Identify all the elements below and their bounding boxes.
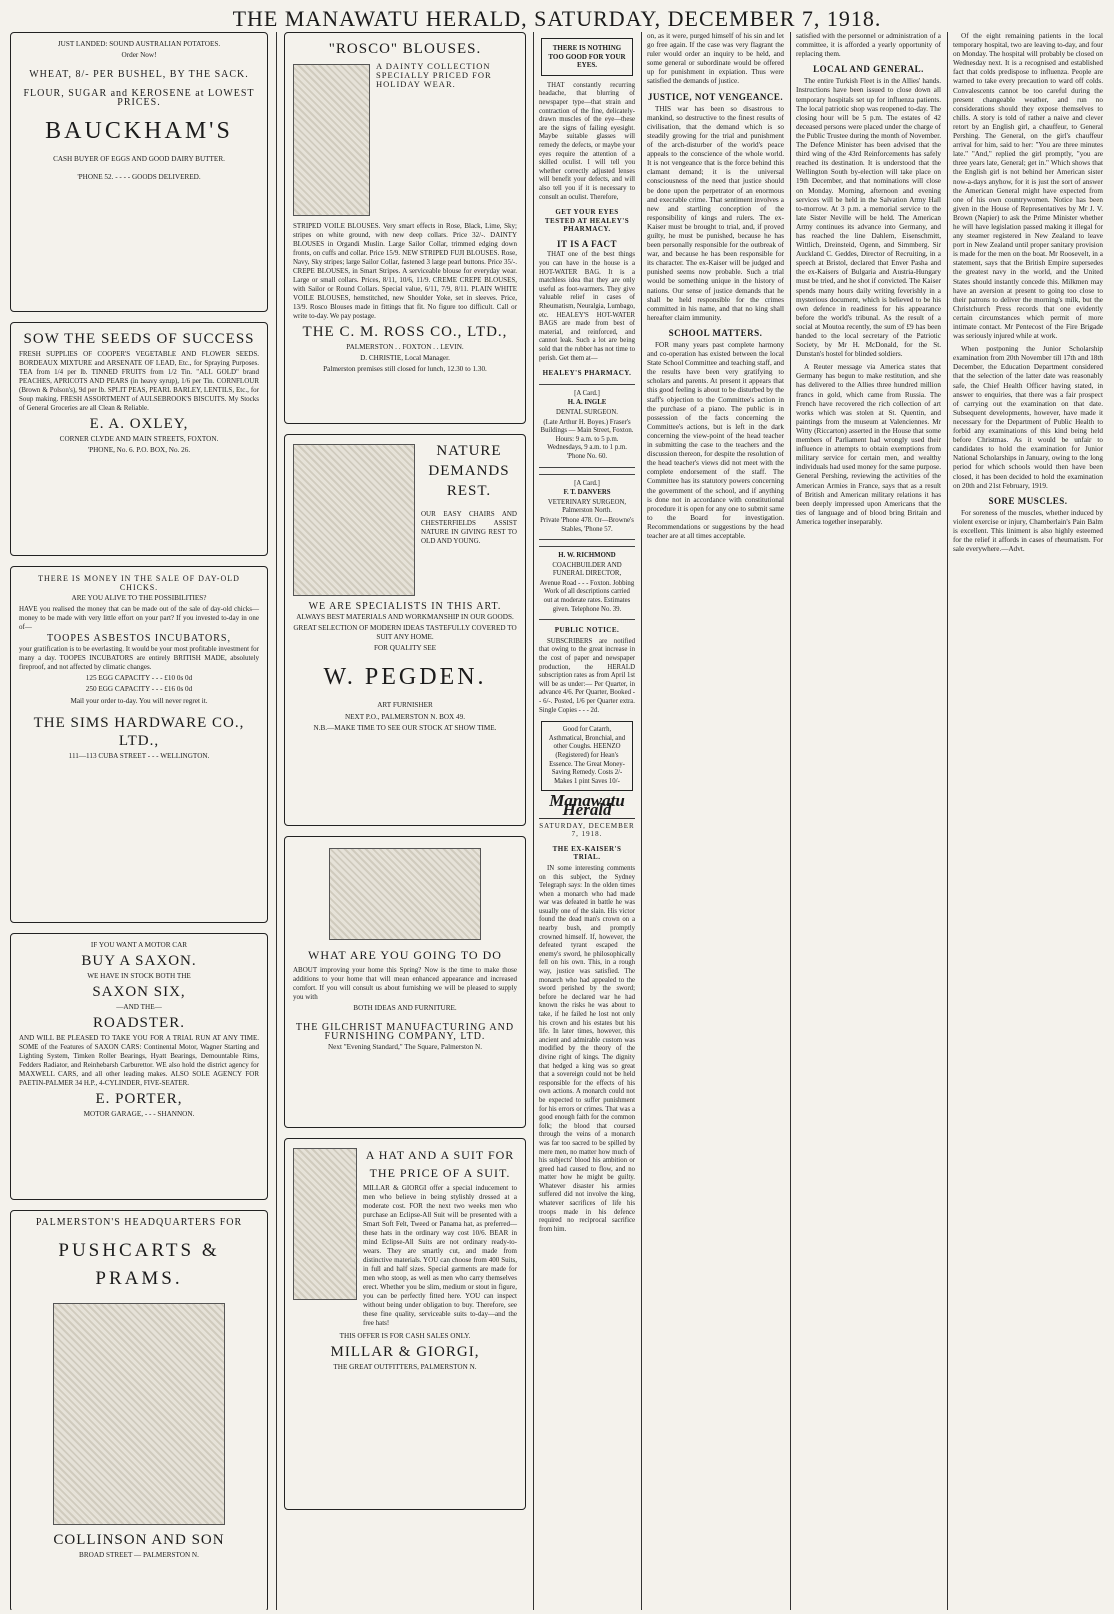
card-body: Private 'Phone 478. Or—Browne's Stables, 'Phone 57. — [540, 516, 634, 533]
advert-line: PALMERSTON . . FOXTON . . LEVIN. — [346, 343, 464, 351]
advert-line: JUST LANDED: SOUND AUSTRALIAN POTATOES. — [57, 40, 221, 48]
column-6 — [953, 32, 1103, 1610]
advert-address: Next "Evening Standard," The Square, Palmerston N. — [327, 1043, 483, 1052]
article-title: SORE MUSCLES. — [988, 495, 1068, 506]
advert-name: E. PORTER, — [95, 1091, 183, 1108]
column-rule — [276, 32, 277, 1610]
advert-line: D. CHRISTIE, Local Manager. — [360, 354, 450, 363]
advert-name: THE GILCHRIST MANUFACTURING AND FURNISHING COMPANY, LTD. — [295, 1022, 515, 1043]
column-4 — [647, 32, 784, 1610]
column-2 — [284, 32, 526, 1610]
advert-title: IT IS A FACT — [557, 238, 617, 249]
advert-line: WHEAT, 8/- PER BUSHEL, BY THE SACK. — [29, 69, 249, 81]
advert-rosco-blouses — [284, 32, 526, 424]
advert-title: NATURE — [436, 443, 502, 459]
column-rule — [641, 32, 642, 1610]
advert-address: CORNER CLYDE AND MAIN STREETS, FOXTON. — [59, 435, 219, 443]
advert-title: THERE IS MONEY IN THE SALE OF DAY-OLD CHICKS. — [38, 574, 240, 593]
advert-porter — [10, 933, 268, 1200]
advert-body: Good for Catarrh, Asthmatical, Bronchial, and other Coughs. HEENZO (Registered) for Hean's Essence. The Great Money-Saving Remedy. Costs 2/- Makes 1 pint Saves 10/- — [548, 726, 626, 785]
card-title: DENTAL SURGEON. — [556, 408, 618, 416]
advert-title: THERE IS NOTHING TOO GOOD FOR YOUR EYES. — [548, 44, 626, 70]
advert-millar-giorgi — [284, 1138, 526, 1510]
advert-subtitle: ARE YOU ALIVE TO THE POSSIBILITIES? — [71, 594, 207, 603]
masthead: THE MANAWATU HERALD, SATURDAY, DECEMBER 7, 1918. — [232, 6, 882, 31]
card-label: [A Card.] — [574, 479, 600, 487]
advert-line: GET YOUR EYES TESTED AT HEALEY'S PHARMACY. — [544, 208, 630, 234]
column-5 — [796, 32, 941, 1610]
article-body: A Reuter message via America states that Germany has begun to make restitution, and she has delivered to the Allies three hundred million francs in gold, which came from Russia. The French have recovered the rich collection of art works which was stolen at St. Quentin, and paintings from the museum at Valenciennes. Mr Witty (Riccarton) asserted in the House that some members of Parliament had wrongly used their influence in attempts to obtain exemptions from military service for certain men, and wealthy individuals had used money for the same purpose. General Pershing, reviewing the activities of the American Armies in France, says that as a result of British and American military relations it has been deeply impressed upon Americans that the ties of language and of blood bring Britain and America together inseparably. — [796, 363, 941, 526]
newspaper-flag: Manawatu Herald — [539, 797, 635, 818]
advert-title: WHAT ARE YOU GOING TO DO — [308, 948, 502, 962]
advert-body: THAT constantly recurring headache, that blurring of newspaper type—that strain and contraction of the fine, delicately-drawn muscles of the eye—these are the signs of failing eyesight. Maybe suitable glasses will remedy the defects, or maybe your eyes require the attention of a skilled oculist. I will tell you whether correctly adjusted lenses will benefit your defects, and will also tell you if it is necessary to consult an oculist. Therefore, — [539, 81, 635, 201]
card-ingle — [539, 384, 635, 468]
advert-product: TOOPES ASBESTOS INCUBATORS, — [47, 633, 231, 645]
advert-line: Palmerston premises still closed for lunch, 12.30 to 1.30. — [323, 365, 487, 374]
card-title: COACHBUILDER AND FUNERAL DIRECTOR, — [552, 561, 622, 578]
article-body: THIS war has been so disastrous to mankind, so destructive to the finest results of civilisation, that the demand which is so steadily growing for the trial and punishment of the arch-disturber of the world's peace appeals to the conscience of the whole world. It is not vengeance that is the force behind this clamant demand; it is the universal consciousness of the need that justice should be done upon the perpetrator of an enormous and execrable crime. That sentiment involves a new and startling conception of the responsibility of kings and rulers. The ex-Kaiser must be brought to trial, and, if proved guilty, he must be punished, because he has been personally responsible for the outbreak of war, and because he has been responsible for its character. The ex-Kaiser will be judged and punished seems now probable. Such a trial would be something unique in the history of nations. Our sense of justice demands that he shall be held responsible for the crimes committed in his name, and that no king shall hereafter claim immunity. — [647, 104, 784, 322]
notice-body: SUBSCRIBERS are notified that owing to the great increase in the cost of paper and newspaper production, the HERALD subscription rates as from April 1st will be as under:— Per Quarter, in advance 4/6. Per Quarter, Booked - - 6/-. Posted, 1/6 per Quarter extra. Single Copies - - - 2d. — [539, 637, 635, 714]
house-illustration — [329, 848, 481, 940]
blouse-illustration — [293, 64, 370, 216]
advert-address: BROAD STREET — PALMERSTON N. — [79, 1551, 199, 1560]
advert-product: SAXON SIX, — [92, 984, 186, 1001]
advert-pegden — [284, 434, 526, 826]
advert-title: DEMANDS — [428, 463, 510, 479]
article-title: LOCAL AND GENERAL. — [813, 64, 924, 75]
advert-name: THE SIMS HARDWARE CO., LTD., — [33, 714, 245, 749]
advert-body: your gratification is to be everlasting. It would be your most profitable investment for many a day. TOOPES INCUBATORS are entirely BRITISH MADE, absolutely fireproof, and not affected by climatic changes. — [19, 645, 259, 672]
column-1 — [10, 32, 268, 1610]
advert-price: 250 EGG CAPACITY - - - £16 0s 0d — [85, 685, 193, 694]
advert-body: OUR EASY CHAIRS AND CHESTERFIELDS ASSIST NATURE IN GIVING REST TO OLD AND YOUNG. — [421, 510, 517, 545]
card-title: VETERINARY SURGEON, Palmerston North. — [547, 498, 627, 515]
advert-line: CASH BUYER OF EGGS AND GOOD DAIRY BUTTER. — [53, 155, 225, 164]
advert-address: MOTOR GARAGE, - - - SHANNON. — [83, 1110, 195, 1119]
advert-line: GREAT SELECTION OF MODERN IDEAS TASTEFULLY COVERED TO SUIT ANY HOME. — [293, 624, 517, 642]
advert-line: IF YOU WANT A MOTOR CAR — [90, 941, 188, 949]
article-body: satisfied with the personnel or administration of a committee, it is afforded a yearly opportunity of replacing them. — [796, 32, 941, 59]
article-title: JUSTICE, NOT VENGEANCE. — [647, 91, 784, 102]
advert-title: REST. — [446, 483, 492, 499]
advert-oxley — [10, 322, 268, 556]
article-body: The entire Turkish Fleet is in the Allies' hands. Instructions have been issued to close down all temporary hospitals set up for influenza patients. The local patriotic shop was reopened to-day. The closing hour will be 5 p.m. The estates of 42 deceased persons were placed under the charge of the Public Trustee during the month of November. The Defence Minister has been advised that the third wing of the 43rd Reinforcements has safely reached its destination. It is understood that the Wellington South by-election will take place on 19th December, and that nominations will close on Monday. Morning, afternoon and evening services will be held in the Salvation Army Hall to-morrow. At 3 p.m. a memorial service to the late Sister Neville will be held. The American Army continues its advance into Germany, and has reached the line Dahlem, Eisenschmitt, Wittlich, Dreinsteid, Ogenn, and Simmberg. Sir Auckland C. Geddes, Director of Recruiting, in a speech at Bristol, declared that Enver Pasha and the ex-Kaisers of Bulgaria and Austria-Hungary must be tried, and he shot if convicted. The Kaiser spends many hours daily writing feverishly in a mysterious document, which is believed to be his own defence in readiness for his appearance before the world's tribunal. As the result of a social at Moutoa recently, the sum of £9 has been handed to the local secretary of the Patriotic Society, by Mr H. McDonald, for the St. Dunstan's hostel for blinded soldiers. — [796, 77, 941, 359]
card-name: H. A. INGLE — [567, 399, 607, 407]
card-body: (Late Arthur H. Boyes.) Fraser's Buildings — Main Street, Foxton. Hours: 9 a.m. to 5 p.m. Wednesdays, 9 a.m. to 1 p.m. 'Phone No. 60. — [540, 418, 634, 460]
advert-line: Order Now! — [121, 51, 157, 60]
column-rule — [533, 32, 534, 1610]
advert-name: COLLINSON AND SON — [53, 1532, 225, 1549]
advert-healey-eyes — [541, 38, 633, 76]
card-richmond — [539, 546, 635, 620]
advert-line: ALWAYS BEST MATERIALS AND WORKMANSHIP IN OUR GOODS. — [296, 613, 514, 622]
column-3 — [539, 32, 635, 1610]
advert-phone: 'PHONE 52. - - - - GOODS DELIVERED. — [77, 172, 201, 181]
card-name: H. W. RICHMOND — [558, 552, 616, 560]
advert-address: 111—113 CUBA STREET - - - WELLINGTON. — [68, 751, 210, 760]
advert-bauckham — [10, 32, 268, 312]
advert-name: E. A. OXLEY, — [89, 416, 189, 432]
card-label: [A Card.] — [574, 389, 600, 397]
advert-title: "ROSCO" BLOUSES. — [328, 41, 482, 57]
article-body: FOR many years past complete harmony and co-operation has existed between the local State School Committee and teaching staff, and the results have been very gratifying to scholars and parents. At present it appears that this good feeling is about to be disturbed by the staff's objection to the Committee's action in the purchase of a piano. The public is in possession of the facts concerning the Committee's actions, but is left in the dark concerning the view-point of the head teacher in submitting the case to the teachers and the discussion thereon, for despite the resolution of the head teacher's views did not meet with the complete endorsement of the staff. The Committee has its statutory powers concerning the government of the school, and if anything is done not in accordance with constitutional procedure it is open for any one to submit same to the Board for investigation. Recommendations or suggestions by the head teacher are at all times acceptable. — [647, 341, 784, 540]
advert-phone: 'PHONE, No. 6. P.O. BOX, No. 26. — [87, 446, 191, 455]
advert-subtitle: A DAINTY COLLECTION SPECIALLY PRICED FOR HOLIDAY WEAR. — [376, 61, 492, 90]
advert-body: ABOUT improving your home this Spring? Now is the time to make those additions to your home that will mean enhanced appearance and increased comfort. If you will consult us about furnishing we will be pleased to supply you with — [293, 966, 517, 1001]
article-body: on, as it were, purged himself of his sin and let go free again. If the case was very flagrant the ruler would order an inquiry to be held, and some general or subordinate would be offered up for punishment in expiation. Thus were satisfied the demands of justice. — [647, 32, 784, 86]
advert-body: FRESH SUPPLIES OF COOPER'S VEGETABLE AND FLOWER SEEDS. BORDEAUX MIXTURE and ARSENATE OF LEAD, Etc., for Spraying Purposes. TEA from 1/4 per lb. TINNED FRUITS from 1/2 Tin. "ALL GOLD" brand PEACHES, APRICOTS AND PEARS (in heavy syrup), 1/6 per Tin. CORNFLOUR (Brown & Polson's), 9d per lb. SPLIT PEAS, PEARL BARLEY, LENTILS, Etc., for Soup making. FRESH ASSORTMENT of AULSEBROOK'S BISCUITS. My Stocks of General Groceries are all Clean & Reliable. — [19, 350, 259, 412]
advert-line: —AND THE— — [116, 1003, 162, 1012]
advert-body: STRIPED VOILE BLOUSES. Very smart effects in Rose, Black, Lime, Sky; stripes on white ground, with new deep collars. Price 32/-. DAINTY BLOUSES in Organdi Muslin. Large Sailor Collar, trimmed edging down fronts, on cuffs and collar. Price 15/9. NEW STRIPED FUJI BLOUSES. Rose, Navy, Sky stripes; large Sailor Collar, fastened 3 large pearl buttons. Price 35/-. CREPE BLOUSES, in Smart Stripes. A serviceable blouse for everyday wear. Large or small collars. Prices, 8/11, 10/6, 11/9. CREME CREPE BLOUSES, with Sailor or Round Collars. Special value, 6/11, 7/9, 8/11. PLAIN WHITE VOILE BLOUSES, hemstitched, new Shoulder Yoke, set in sleeves. Price, 13/9. Rosco Blouses made in fittings that fit. No figure too difficult. Call or write to-day. We pay postage. — [293, 222, 517, 320]
advert-address: NEXT P.O., PALMERSTON N. BOX 49. — [344, 712, 466, 721]
advert-gilchrist — [284, 836, 526, 1128]
article-body: For soreness of the muscles, whether induced by violent exercise or injury, Chamberlain's Pain Balm is excellent. This liniment is also highly esteemed for the relief it affords in cases of rheumatism. For sale everywhere.—Advt. — [953, 508, 1103, 554]
advert-name: HEALEY'S PHARMACY. — [542, 369, 632, 378]
column-rule — [947, 32, 948, 1610]
article-body: IN some interesting comments on this subject, the Sydney Telegraph says: In the olden times when a monarch who had made war was defeated in battle he was usually one of the slain. His victor found the dead man's crown on a nearby bush, and promptly crowned himself. If, however, the defeated tyrant escaped the enemy's sword, he philosophically fell on his own. This, in a rough way, justice was satisfied. The monarch who had appealed to the sword perished by the sword; before he declared war he had known the risks he was about to take, if he failed he lost not only his crown and his estates but his life. In later times, however, this ancient and admirable custom was modified by the theory of the divine right of kings. The dignity that hedged a king was so great that a sovereign could not be held responsible for the effects of his own actions. A monarch could not be expected to suffer punishment for his errors or crimes. That was a good enough faith for the common folk; the blood that coursed through the veins of a monarch was far too sacred to be spilled by mere men, no matter how much of his subjects' blood his ambition or greed had caused to flow, and no matter how he might be guilty. Whatever disaster his armies suffered did not involve the king, whatever sacrifices of life his troops made in his defence required no reciprocal sacrifice from him. — [539, 864, 635, 1233]
article-title: SCHOOL MATTERS. — [668, 327, 763, 338]
advert-name: W. PEGDEN. — [323, 664, 487, 691]
armchair-illustration — [293, 444, 415, 596]
card-danvers — [539, 474, 635, 541]
advert-title: BUY A SAXON. — [81, 953, 197, 970]
advert-line: WE HAVE IN STOCK BOTH THE — [87, 972, 191, 981]
advert-body: AND WILL BE PLEASED TO TAKE YOU FOR A TRIAL RUN AT ANY TIME. SOME of the Features of SAXON CARS: Continental Motor, Wagner Starting and Lighting System, Timken Roller Bearings, Hyatt Bearings, Demountable Rims, Fedders Radiator, and Reinhebarsh Carburettor. WE also hold the district agency for MAXWELL CARS, and all other leading makes. ALSO SOLE AGENCY FOR PAETIN-PALMER 34 H.P., 4-CYLINDER, FIVE-SEATER. — [19, 1034, 259, 1088]
advert-price: 125 EGG CAPACITY - - - £10 0s 0d — [85, 674, 193, 683]
advert-body: THAT one of the best things you can have in the house is a HOT-WATER BAG. It is a matchless idea that they are only useful as foot-warmers. They give valuable relief in cases of Rheumatism, Neuralgia, Lumbago, etc. HEALEY'S HOT-WATER BAGS are made from best of material, and reinforced, and cannot leak. Such a lot are being sold that the rubber has not time to perish. Get them at— — [539, 251, 635, 362]
article-body: When postponing the Junior Scholarship examination from 20th November till 17th and 18th December, the Education Department considered that the selection of the latter date was reasonably safe, the Chief Health Officer having stated, in answer to enquiries, that there was a fair prospect of carrying out the examination on that date. Subsequent developments, however, have made it necessary for the Department of Public Health to forbid any examinations of this kind being held before Christmas. As it would be unfair to candidates to hold the examination for Junior National Scholarships in January, owing to the long period for which schools would then have been closed, it has been decided to hold the examination on 20th and 21st February, 1919. — [953, 345, 1103, 490]
advert-sims-hardware — [10, 566, 268, 923]
advert-product: ROADSTER. — [93, 1015, 185, 1032]
dateline: SATURDAY, DECEMBER 7, 1918. — [539, 821, 635, 839]
advert-title: SOW THE SEEDS OF SUCCESS — [23, 331, 255, 347]
suited-man-illustration — [293, 1148, 357, 1300]
advert-body: HAVE you realised the money that can be made out of the sale of day-old chicks—money to be made with very little effort on your part? If you invested to-day in one of— — [19, 605, 259, 632]
advert-line: Mail your order to-day. You will never regret it. — [70, 696, 208, 705]
card-body: Avenue Road - - - Foxton. Jobbing Work of all descriptions carried out at moderate rates. Estimates given. Telephone No. 39. — [539, 579, 635, 613]
advert-line: PALMERSTON'S HEADQUARTERS FOR — [35, 1217, 243, 1228]
advert-line: N.B.—MAKE TIME TO SEE OUR STOCK AT SHOW TIME. — [313, 723, 497, 732]
advert-collinson — [10, 1210, 268, 1610]
advert-title: A HAT AND A SUIT FOR THE PRICE OF A SUIT. — [365, 1148, 515, 1180]
advert-heenzo — [541, 721, 633, 791]
advert-address: THE GREAT OUTFITTERS, PALMERSTON N. — [333, 1363, 477, 1372]
advert-line: BOTH IDEAS AND FURNITURE. — [353, 1004, 457, 1012]
advert-name: MILLAR & GIORGI, — [330, 1344, 480, 1361]
advert-line: WE ARE SPECIALISTS IN THIS ART. — [308, 601, 502, 612]
advert-line: ART FURNISHER — [377, 701, 433, 710]
advert-line: FOR QUALITY SEE — [373, 644, 437, 653]
card-name: F. T. DANVERS — [563, 489, 611, 497]
advert-title: PUSHCARTS & PRAMS. — [58, 1240, 220, 1290]
advert-body: MILLAR & GIORGI offer a special inducement to men who believe in being stylishly dressed at a moderate cost. FOR the next two weeks men who purchase an Eclipse-All Suit will be presented with a Smart Soft Felt, Tweed or Panama hat, as preferred—these hats in the ordinary way cost 10/6. BEAR in mind Eclipse-All Suits are not ordinary ready-to-wears. They are smartly cut, and made from distinctive materials. YOU can choose from 400 Suits, in full and half sizes. Special garments are made for men who stoop, as well as men who carry themselves erect. Whether you be slim, medium or stout in figure, you can be perfectly fitted here. YOU can inspect without being under obligation to buy. Therefore, see these fine quality, serviceable suits to-day—and the free hats! — [363, 1184, 517, 1327]
column-rule — [790, 32, 791, 1610]
article-body: Of the eight remaining patients in the local temporary hospital, two are leaving to-day, and four on Monday. The hospital will probably be closed on Wednesday next. It is a recognised and established fact that colds predispose to influenza. People are warned to take every precaution to ward off colds. Convalescents cannot be too careful during the present changeable weather, and run no considerations should they expose themselves to chills. A story is told of rather a naive and clever retort by an English girl, a chauffeur, to General Pershing. The General, on the girl's chauffeur arrival for him, said to her: "You are three minutes late." "And," replied the girl promptly, "you are three years late, General; get in." Which shows that the English girl is not behind her American sister now-a-days anyhow, for it is just the sort of answer the American General might have expected from one of his own countrywomen. Notice has been given in the House of Representatives by Mr J. V. Brown (Napier) to ask the Prime Minister whether he will have legislation passed making it illegal for any steamer registered in New Zealand to leave port in New Zealand until proper sanitary provision is made for the men on the boat. Mr Roosevelt, in a statement, says that the British Empire supersedes the greatest navy in the world, and the United States should instantly concede this. Milkmen may have an aversion at present to going too close to their patrons to deliver the morning's milk, but the Christchurch Press records that one evidently certain circumstances which permit of more intimate contact. Mr Pentecost of the Fire Brigade was seriously injured while at work. — [953, 32, 1103, 341]
article-title: THE EX-KAISER'S TRIAL. — [552, 844, 622, 862]
advert-name: BAUCKHAM'S — [45, 118, 233, 145]
notice-title: PUBLIC NOTICE. — [554, 626, 620, 635]
advert-line: FLOUR, SUGAR and KEROSENE at LOWEST PRICES. — [23, 88, 255, 109]
advert-name: THE C. M. ROSS CO., LTD., — [302, 324, 508, 340]
advert-line: THIS OFFER IS FOR CASH SALES ONLY. — [339, 1332, 471, 1340]
pram-illustration — [53, 1303, 225, 1525]
